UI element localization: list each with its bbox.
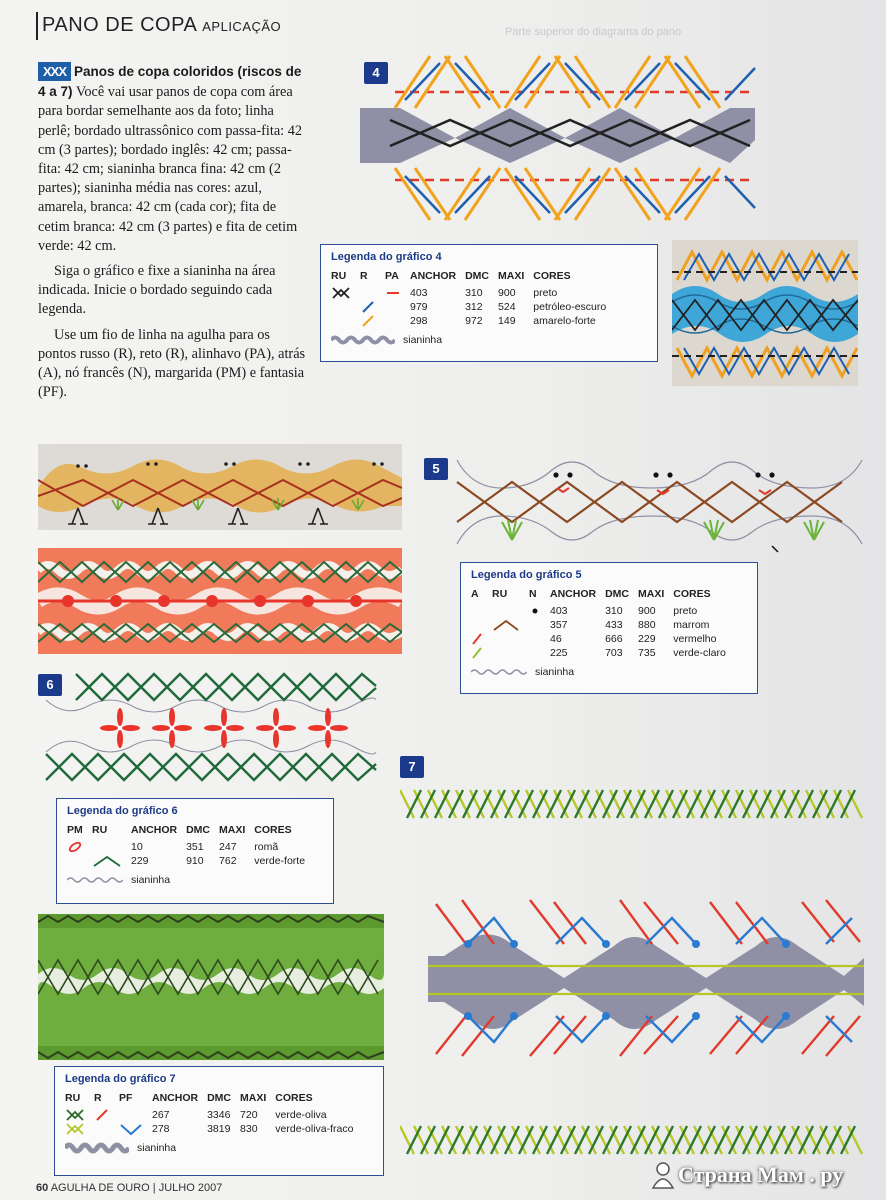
table-cell: verde-claro xyxy=(673,647,726,659)
col-header: CORES xyxy=(275,1092,313,1104)
sianinha-shape xyxy=(428,934,864,1029)
stitch-swatch xyxy=(360,300,385,314)
sianinha-label: sianinha xyxy=(403,334,443,346)
table-cell: verde-oliva-fraco xyxy=(275,1123,354,1135)
legend-5-footer xyxy=(471,666,747,678)
col-header: ANCHOR xyxy=(131,824,178,836)
legend-6-footer xyxy=(67,874,323,886)
sianinha-icon xyxy=(331,335,395,345)
table-cell: romã xyxy=(254,841,279,853)
sianinha-label: sianinha xyxy=(131,874,171,886)
col-header: ANCHOR xyxy=(410,270,457,282)
intro-text xyxy=(38,62,306,408)
table-cell: 524 xyxy=(498,301,516,313)
page-number: 60 xyxy=(36,1182,49,1194)
photo-green-band xyxy=(38,914,384,1060)
stitch-swatch xyxy=(67,840,92,854)
legend-6 xyxy=(56,798,334,904)
col-header: MAXI xyxy=(240,1092,267,1104)
col-header: MAXI xyxy=(219,824,246,836)
page-footer: 60 AGULHA DE OURO | JULHO 2007 xyxy=(36,1182,223,1194)
col-header: CORES xyxy=(254,824,292,836)
table-row xyxy=(65,1108,362,1122)
figure-7-middle-band xyxy=(424,898,868,1058)
sianinha-icon xyxy=(65,1142,129,1154)
col-header: PA xyxy=(385,270,399,282)
stitch-swatch xyxy=(385,286,410,300)
table-cell: petróleo-escuro xyxy=(533,301,607,313)
legend-6-table xyxy=(67,824,314,868)
table-row xyxy=(67,840,314,854)
legend-4 xyxy=(320,244,658,362)
issue-date: JULHO 2007 xyxy=(158,1182,223,1194)
table-cell: 229 xyxy=(638,633,656,645)
col-header: N xyxy=(529,588,537,600)
watermark-text: Страна Мам . ру xyxy=(678,1162,844,1187)
table-cell: 310 xyxy=(605,605,623,617)
sianinha-shape xyxy=(360,108,755,163)
stitch-swatch xyxy=(65,1108,94,1122)
legend-4-title: Legenda do gráfico 4 xyxy=(331,251,442,263)
legend-4-table xyxy=(331,270,615,328)
figure-7-bottom-band xyxy=(400,1120,870,1160)
table-row xyxy=(471,646,735,660)
watermark-logo-icon xyxy=(650,1160,676,1190)
legend-7-footer xyxy=(65,1142,373,1154)
figure-4-number: 4 xyxy=(364,62,388,84)
table-cell: 403 xyxy=(410,287,428,299)
table-cell: 312 xyxy=(465,301,483,313)
stitch-swatch xyxy=(529,604,550,618)
col-header: RU xyxy=(492,588,508,600)
page-section: APLICAÇÃO xyxy=(202,19,282,34)
table-cell: 910 xyxy=(186,855,204,867)
legend-5-table xyxy=(471,588,735,660)
legend-7-table xyxy=(65,1092,362,1136)
col-header: ANCHOR xyxy=(152,1092,199,1104)
col-header: R xyxy=(94,1092,102,1104)
legend-7 xyxy=(54,1066,384,1176)
photo-chicks xyxy=(38,444,402,530)
intro-body-1: Você vai usar panos de copa com área para bordar semelhante aos da foto; linha perlê; bordado ultrassônico com passa-fita: 42 cm (3 partes); bordado inglês: 42 cm; passa-fita: 42 cm; sianinha branca fina: 42 cm (2 partes); sianinha média nas cores: azul, amarela, branca: 42 cm (cada cor); fita de cetim branca: 42 cm (3 partes) e fita de cetim verde: 42 cm. xyxy=(38,84,303,254)
table-cell: marrom xyxy=(673,619,710,631)
sianinha-icon xyxy=(471,668,527,676)
col-header: RU xyxy=(65,1092,81,1104)
figure-4-diagram xyxy=(355,48,765,224)
col-header: RU xyxy=(331,270,347,282)
table-cell: 762 xyxy=(219,855,237,867)
col-header: CORES xyxy=(673,588,711,600)
table-cell: 3819 xyxy=(207,1123,231,1135)
table-row xyxy=(331,300,615,314)
legend-5-header xyxy=(471,588,735,604)
table-cell: verde-forte xyxy=(254,855,306,867)
figure-6-number: 6 xyxy=(38,674,62,696)
table-cell: preto xyxy=(673,605,698,617)
table-cell: 10 xyxy=(131,841,143,853)
col-header: DMC xyxy=(465,270,490,282)
table-cell: 972 xyxy=(465,315,483,327)
table-cell: 46 xyxy=(550,633,562,645)
sianinha-line xyxy=(457,460,862,488)
photo-orange-band xyxy=(38,548,402,654)
sianinha-label: sianinha xyxy=(137,1142,177,1154)
table-cell: 310 xyxy=(465,287,483,299)
table-cell: verde-oliva xyxy=(275,1109,327,1121)
page-header xyxy=(42,14,281,37)
col-header: R xyxy=(360,270,368,282)
table-cell: 357 xyxy=(550,619,568,631)
col-header: MAXI xyxy=(498,270,525,282)
table-cell: amarelo-forte xyxy=(533,315,596,327)
col-header: DMC xyxy=(186,824,211,836)
table-row xyxy=(331,314,615,328)
table-cell: 666 xyxy=(605,633,623,645)
table-cell: 900 xyxy=(638,605,656,617)
intro-paragraph-1 xyxy=(38,62,306,256)
table-row xyxy=(65,1122,362,1136)
sianinha-icon xyxy=(67,876,123,884)
table-row xyxy=(331,286,615,300)
stitch-swatch xyxy=(65,1122,94,1136)
stitch-swatch xyxy=(471,632,492,646)
col-header: CORES xyxy=(533,270,571,282)
stitch-swatch xyxy=(119,1122,152,1136)
table-cell: preto xyxy=(533,287,558,299)
stitch-swatch xyxy=(94,1108,119,1122)
table-cell: 403 xyxy=(550,605,568,617)
magazine-name: AGULHA DE OURO xyxy=(50,1182,150,1194)
legend-4-header xyxy=(331,270,615,286)
table-cell: 3346 xyxy=(207,1109,231,1121)
col-header: DMC xyxy=(207,1092,232,1104)
table-row xyxy=(471,604,735,618)
table-cell: 720 xyxy=(240,1109,258,1121)
table-cell: 267 xyxy=(152,1109,170,1121)
figure-6-diagram xyxy=(36,670,382,788)
legend-6-header xyxy=(67,824,314,840)
table-cell: 880 xyxy=(638,619,656,631)
figure-7-top-band xyxy=(400,784,870,824)
legend-7-header xyxy=(65,1092,362,1108)
legend-4-footer xyxy=(331,334,647,346)
col-header: ANCHOR xyxy=(550,588,597,600)
figure-5-number: 5 xyxy=(424,458,448,480)
stitch-swatch xyxy=(331,286,360,300)
header-rule xyxy=(36,12,38,40)
table-cell: vermelho xyxy=(673,633,717,645)
col-header: PF xyxy=(119,1092,133,1104)
photo-4 xyxy=(672,240,858,386)
table-cell: 229 xyxy=(131,855,149,867)
ghost-text: Parte superior do diagrama do pano xyxy=(505,26,682,38)
xxx-badge: XXX xyxy=(38,62,71,81)
table-row xyxy=(67,854,314,868)
figure-5-diagram xyxy=(452,448,866,554)
table-cell: 351 xyxy=(186,841,204,853)
table-cell: 149 xyxy=(498,315,516,327)
table-cell: 900 xyxy=(498,287,516,299)
legend-5-title: Legenda do gráfico 5 xyxy=(471,569,582,581)
intro-paragraph-3: Use um fio de linha na agulha para os pontos russo (R), reto (R), alinhavo (PA), atrás (A), nó francês (N), margarida (PM) e fantasia (PF). xyxy=(38,326,306,401)
table-cell: 735 xyxy=(638,647,656,659)
table-cell: 278 xyxy=(152,1123,170,1135)
col-header: DMC xyxy=(605,588,630,600)
col-header: A xyxy=(471,588,479,600)
table-cell: 247 xyxy=(219,841,237,853)
table-cell: 298 xyxy=(410,315,428,327)
stitch-swatch xyxy=(492,618,529,632)
table-cell: 979 xyxy=(410,301,428,313)
orange-zigzag-bottom xyxy=(395,168,720,220)
table-row xyxy=(471,618,735,632)
legend-5 xyxy=(460,562,758,694)
intro-heading: Panos de copa coloridos (riscos de 4 a 7) xyxy=(38,64,302,100)
sianinha-label: sianinha xyxy=(535,666,575,678)
stitch-swatch xyxy=(360,314,385,328)
table-cell: 830 xyxy=(240,1123,258,1135)
col-header: PM xyxy=(67,824,83,836)
table-cell: 225 xyxy=(550,647,568,659)
page-title: PANO DE COPA xyxy=(42,14,197,36)
intro-paragraph-2: Siga o gráfico e fixe a sianinha na área indicada. Inicie o bordado seguindo cada legenda. xyxy=(38,263,276,318)
col-header: RU xyxy=(92,824,108,836)
stitch-swatch xyxy=(92,854,131,868)
figure-7-number: 7 xyxy=(400,756,424,778)
legend-7-title: Legenda do gráfico 7 xyxy=(65,1073,176,1085)
legend-6-title: Legenda do gráfico 6 xyxy=(67,805,178,817)
orange-zigzag-top xyxy=(395,56,720,108)
col-header: MAXI xyxy=(638,588,665,600)
table-row xyxy=(471,632,735,646)
table-cell: 703 xyxy=(605,647,623,659)
table-cell: 433 xyxy=(605,619,623,631)
stitch-swatch xyxy=(471,646,492,660)
